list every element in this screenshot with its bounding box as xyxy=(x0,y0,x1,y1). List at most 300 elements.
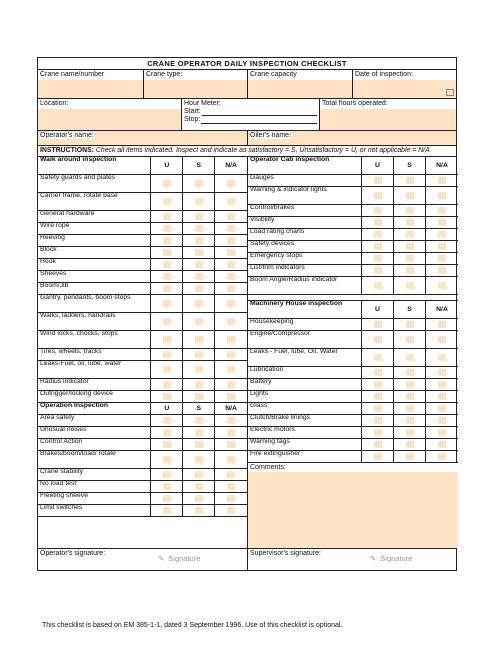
cell-u xyxy=(151,469,183,480)
checkbox-s[interactable] xyxy=(406,453,414,460)
checkbox-na[interactable] xyxy=(227,456,235,463)
checklist-row xyxy=(248,367,458,379)
checkbox-u[interactable] xyxy=(374,255,382,262)
checklist-row xyxy=(38,439,247,451)
checkbox-na[interactable] xyxy=(227,213,235,220)
checklist-item-label: List/trim indicators xyxy=(248,265,362,276)
cell-na xyxy=(426,175,458,186)
date-label: Date of inspection: xyxy=(353,70,456,80)
cell-u xyxy=(362,349,394,366)
checklist-item-label: Brakes/boom/load/ rotate xyxy=(38,451,151,468)
cell-s xyxy=(183,271,215,282)
cell-u xyxy=(362,229,394,240)
checkbox-u[interactable] xyxy=(374,429,382,436)
cell-u xyxy=(151,493,183,504)
checkbox-na[interactable] xyxy=(227,417,235,424)
cell-u xyxy=(151,439,183,450)
cell-s xyxy=(394,439,426,450)
checkbox-s[interactable] xyxy=(195,261,203,268)
cell-u xyxy=(362,175,394,186)
supervisor-signature-field[interactable] xyxy=(248,549,456,570)
checklist-row xyxy=(38,283,247,295)
cell-s xyxy=(183,331,215,348)
checkbox-s[interactable] xyxy=(195,393,203,400)
checkbox-u[interactable] xyxy=(374,381,382,388)
checklist-row xyxy=(38,469,247,481)
checkbox-na[interactable] xyxy=(438,441,446,448)
checkbox-s[interactable] xyxy=(195,441,203,448)
checkbox-na[interactable] xyxy=(438,243,446,250)
cell-s xyxy=(183,439,215,450)
cell-u xyxy=(362,415,394,426)
crane-type-field[interactable] xyxy=(144,70,248,98)
operator-signature-box[interactable] xyxy=(158,555,200,563)
checkbox-s[interactable] xyxy=(195,180,203,187)
cell-s xyxy=(394,331,426,348)
cell-na xyxy=(426,319,458,330)
operator-name-field[interactable] xyxy=(38,131,248,145)
checkbox-na[interactable] xyxy=(227,441,235,448)
checkbox-u[interactable] xyxy=(374,354,382,361)
cell-s xyxy=(394,367,426,378)
cell-u xyxy=(151,379,183,390)
checkbox-s[interactable] xyxy=(195,225,203,232)
pen-icon: ✎ xyxy=(370,553,377,563)
checkbox-s[interactable] xyxy=(195,381,203,388)
instructions xyxy=(38,146,456,157)
checklist-row xyxy=(38,427,247,439)
cell-s xyxy=(183,223,215,234)
cell-u xyxy=(362,241,394,252)
checkbox-na[interactable] xyxy=(438,381,446,388)
checkbox-u[interactable] xyxy=(374,219,382,226)
checkbox-s[interactable] xyxy=(406,405,414,412)
checkbox-u[interactable] xyxy=(163,417,171,424)
cell-s xyxy=(394,241,426,252)
date-field[interactable] xyxy=(353,70,456,98)
checkbox-na[interactable] xyxy=(227,318,235,325)
cell-na xyxy=(426,265,458,276)
checkbox-u[interactable] xyxy=(163,441,171,448)
checklist-row xyxy=(248,253,458,265)
checklist-row xyxy=(38,175,247,193)
checklist-item-label: Outrigger/locking device xyxy=(38,391,151,402)
cell-u xyxy=(151,283,183,294)
checkbox-na[interactable] xyxy=(227,507,235,514)
cell-na xyxy=(215,361,247,378)
cell-u xyxy=(151,175,183,192)
cell-s xyxy=(183,469,215,480)
col-u: U xyxy=(362,157,394,174)
checkbox-na[interactable] xyxy=(438,405,446,412)
checkbox-u[interactable] xyxy=(163,300,171,307)
checkbox-s[interactable] xyxy=(406,441,414,448)
checkbox-s[interactable] xyxy=(195,507,203,514)
cell-na xyxy=(426,331,458,348)
checkbox-na[interactable] xyxy=(227,249,235,256)
checkbox-s[interactable] xyxy=(406,381,414,388)
cell-s xyxy=(183,313,215,330)
checkbox-na[interactable] xyxy=(227,471,235,478)
col-na: N/A xyxy=(436,161,448,169)
comments-label: Comments: xyxy=(248,463,458,472)
checkbox-u[interactable] xyxy=(163,471,171,478)
cell-na xyxy=(426,349,458,366)
checkbox-na[interactable] xyxy=(227,237,235,244)
cell-s xyxy=(183,451,215,468)
cell-u xyxy=(362,439,394,450)
checkbox-u[interactable] xyxy=(374,417,382,424)
checkbox-s[interactable] xyxy=(195,318,203,325)
checkbox-u[interactable] xyxy=(374,282,382,289)
checklist-row xyxy=(38,193,247,211)
col-s: S xyxy=(394,157,426,174)
checkbox-na[interactable] xyxy=(438,429,446,436)
crane-type-label: Crane type: xyxy=(144,70,247,80)
checkbox-s[interactable] xyxy=(406,207,414,214)
cell-u xyxy=(151,505,183,516)
cell-na xyxy=(215,391,247,402)
cell-na xyxy=(215,313,247,330)
cell-s xyxy=(183,247,215,258)
checklist-item-label: Safety devices xyxy=(248,241,362,252)
checkbox-u[interactable] xyxy=(163,351,171,358)
checkbox-s[interactable] xyxy=(195,456,203,463)
cell-u xyxy=(362,217,394,228)
checkbox-na[interactable] xyxy=(227,300,235,307)
checkbox-na[interactable] xyxy=(438,255,446,262)
cell-s xyxy=(183,175,215,192)
cell-na xyxy=(426,253,458,264)
checklist-item-label: Gauges xyxy=(248,175,362,186)
checklist-row xyxy=(248,265,458,277)
cell-na xyxy=(215,505,247,516)
hour-meter-label: Hour Meter: xyxy=(184,100,221,107)
checkbox-u[interactable] xyxy=(374,441,382,448)
checklist-row xyxy=(248,277,458,295)
header-row-2 xyxy=(38,99,456,131)
checkbox-u[interactable] xyxy=(163,180,171,187)
checklist-row xyxy=(248,391,458,403)
checkbox-na[interactable] xyxy=(438,336,446,343)
checkbox-s[interactable] xyxy=(195,249,203,256)
checkbox-s[interactable] xyxy=(195,366,203,373)
cell-u xyxy=(151,211,183,222)
cell-u xyxy=(151,331,183,348)
checklist-item-label: No load test xyxy=(38,481,151,492)
cell-na xyxy=(215,247,247,258)
checkbox-na[interactable] xyxy=(227,285,235,292)
checklist-item-label: Area safety xyxy=(38,415,151,426)
checkbox-u[interactable] xyxy=(163,225,171,232)
checklist-row xyxy=(38,247,247,259)
checklist-item-label: Electric motors xyxy=(248,427,362,438)
checkbox-u[interactable] xyxy=(163,483,171,490)
checkbox-u[interactable] xyxy=(163,261,171,268)
cell-u xyxy=(362,205,394,216)
checkbox-s[interactable] xyxy=(406,192,414,199)
checkbox-na[interactable] xyxy=(227,366,235,373)
cell-u xyxy=(362,253,394,264)
checklist-row xyxy=(38,349,247,361)
checkbox-na[interactable] xyxy=(227,261,235,268)
checklist-item-label: Control Action xyxy=(38,439,151,450)
checkbox-u[interactable] xyxy=(374,243,382,250)
start-label: Start: xyxy=(184,108,201,115)
checklist-row xyxy=(38,331,247,349)
checkbox-s[interactable] xyxy=(195,351,203,358)
checkbox-s[interactable] xyxy=(195,285,203,292)
comments-box[interactable] xyxy=(248,463,458,548)
checkbox-na[interactable] xyxy=(438,354,446,361)
checkbox-s[interactable] xyxy=(406,429,414,436)
checkbox-u[interactable] xyxy=(374,192,382,199)
checkbox-na[interactable] xyxy=(227,273,235,280)
col-s: S xyxy=(183,403,215,414)
checklist-row xyxy=(248,205,458,217)
checkbox-s[interactable] xyxy=(195,300,203,307)
col-s: S xyxy=(183,157,215,174)
checkbox-s[interactable] xyxy=(406,321,414,328)
checklist-item-label: Fire extinguisher xyxy=(248,451,362,462)
checkbox-s[interactable] xyxy=(195,429,203,436)
checklist-row xyxy=(38,415,247,427)
cell-u xyxy=(362,319,394,330)
cell-u xyxy=(151,451,183,468)
checkbox-s[interactable] xyxy=(406,369,414,376)
cell-na xyxy=(426,187,458,204)
checkbox-u[interactable] xyxy=(163,507,171,514)
checklist-item-label: Limit switches xyxy=(38,505,151,516)
pen-icon: ✎ xyxy=(158,553,165,563)
stop-input[interactable] xyxy=(201,116,317,124)
checkbox-s[interactable] xyxy=(195,213,203,220)
checkbox-u[interactable] xyxy=(374,336,382,343)
cell-na xyxy=(426,427,458,438)
checklist-item-label: Control/brakes xyxy=(248,205,362,216)
checkbox-u[interactable] xyxy=(374,207,382,214)
checkbox-s[interactable] xyxy=(195,336,203,343)
left-column xyxy=(38,157,248,548)
checkbox-u[interactable] xyxy=(163,249,171,256)
checkbox-na[interactable] xyxy=(438,231,446,238)
cell-na xyxy=(215,481,247,492)
checklist-row xyxy=(38,493,247,505)
supervisor-signature-box[interactable] xyxy=(370,555,412,563)
checkbox-u[interactable] xyxy=(163,456,171,463)
checkbox-u[interactable] xyxy=(374,453,382,460)
oiler-name-label: Oiler's name: xyxy=(250,132,292,139)
checkbox-na[interactable] xyxy=(438,219,446,226)
checkbox-u[interactable] xyxy=(374,393,382,400)
cell-s xyxy=(394,379,426,390)
checklist-item-label: Engine/Compressor xyxy=(248,331,362,348)
cell-na xyxy=(215,439,247,450)
cell-na xyxy=(215,295,247,312)
checkbox-s[interactable] xyxy=(406,243,414,250)
operation-title: Operation Inspection xyxy=(38,403,151,414)
checklist-item-label: Unusual noises xyxy=(38,427,151,438)
checklist-item-label: Boom Angle/Radius indicator xyxy=(248,277,362,294)
checkbox-u[interactable] xyxy=(374,321,382,328)
checklist-row xyxy=(38,481,247,493)
total-hours-field[interactable] xyxy=(320,99,456,130)
checkbox-na[interactable] xyxy=(227,393,235,400)
checkbox-na[interactable] xyxy=(227,351,235,358)
operator-signature-field[interactable] xyxy=(38,549,248,570)
checklist-item-label: Walks, ladders, handrails xyxy=(38,313,151,330)
location-field[interactable] xyxy=(38,99,182,130)
total-hours-label: Total hours operated: xyxy=(320,99,456,109)
checkbox-s[interactable] xyxy=(406,417,414,424)
start-input[interactable] xyxy=(202,108,317,116)
checkbox-na[interactable] xyxy=(227,180,235,187)
cell-s xyxy=(394,415,426,426)
checklist-row xyxy=(38,259,247,271)
supervisor-signature-placeholder: Signature xyxy=(380,553,413,563)
checkbox-na[interactable] xyxy=(438,369,446,376)
checkbox-na[interactable] xyxy=(438,321,446,328)
cell-s xyxy=(394,391,426,402)
checkbox-na[interactable] xyxy=(438,267,446,274)
checkbox-u[interactable] xyxy=(163,495,171,502)
checkbox-s[interactable] xyxy=(195,417,203,424)
cell-u xyxy=(151,271,183,282)
checkbox-na[interactable] xyxy=(227,198,235,205)
calendar-icon[interactable] xyxy=(446,89,454,96)
walk-around-title: Walk around inspection xyxy=(38,157,151,174)
checkbox-s[interactable] xyxy=(406,282,414,289)
checklist-row xyxy=(248,379,458,391)
checkbox-s[interactable] xyxy=(406,336,414,343)
checklist-row xyxy=(248,427,458,439)
checkbox-u[interactable] xyxy=(163,429,171,436)
checkbox-na[interactable] xyxy=(227,495,235,502)
cell-na xyxy=(215,271,247,282)
checkbox-na[interactable] xyxy=(438,177,446,184)
stop-label: Stop: xyxy=(184,116,201,123)
checkbox-u[interactable] xyxy=(163,198,171,205)
cell-na xyxy=(426,217,458,228)
checkbox-s[interactable] xyxy=(406,255,414,262)
checkbox-s[interactable] xyxy=(406,219,414,226)
walk-around-header xyxy=(38,157,247,175)
checkbox-s[interactable] xyxy=(195,471,203,478)
cell-na xyxy=(215,331,247,348)
checkbox-u[interactable] xyxy=(163,336,171,343)
checkbox-na[interactable] xyxy=(227,336,235,343)
cell-u xyxy=(151,391,183,402)
checklist-item-label: Housekeeping xyxy=(248,319,362,330)
checkbox-na[interactable] xyxy=(227,483,235,490)
cell-u xyxy=(151,235,183,246)
cell-na xyxy=(426,379,458,390)
checkbox-na[interactable] xyxy=(438,207,446,214)
cell-na xyxy=(426,277,458,294)
checkbox-s[interactable] xyxy=(195,495,203,502)
checkbox-u[interactable] xyxy=(163,318,171,325)
checkbox-na[interactable] xyxy=(227,225,235,232)
cell-u xyxy=(362,277,394,294)
checkbox-u[interactable] xyxy=(163,381,171,388)
checkbox-s[interactable] xyxy=(195,483,203,490)
checkbox-u[interactable] xyxy=(374,267,382,274)
instructions-text: Check all items indicated. Inspect and indicate as satisfactory = S, Unsatisfactory = U, or not applicable = N/A xyxy=(95,147,430,154)
machinery-house-header xyxy=(248,301,458,319)
crane-name-label: Crane name/number xyxy=(38,70,143,80)
cell-s xyxy=(183,481,215,492)
checklist-item-label: Safety guards and plates xyxy=(38,175,151,192)
cell-u xyxy=(362,403,394,414)
cell-na xyxy=(215,427,247,438)
checkbox-s[interactable] xyxy=(195,237,203,244)
checklist-item-label: Leaks - Fuel, lube, Oil, Water xyxy=(248,349,362,366)
checkbox-s[interactable] xyxy=(406,177,414,184)
checkbox-na[interactable] xyxy=(438,393,446,400)
checklist-item-label: Lubrication xyxy=(248,367,362,378)
checkbox-na[interactable] xyxy=(227,429,235,436)
checkbox-u[interactable] xyxy=(374,369,382,376)
checkbox-s[interactable] xyxy=(195,198,203,205)
checkbox-s[interactable] xyxy=(406,393,414,400)
checkbox-na[interactable] xyxy=(438,192,446,199)
col-u: U xyxy=(151,157,183,174)
checkbox-na[interactable] xyxy=(227,381,235,388)
operator-cab-title: Operator Cab inspection xyxy=(248,157,362,174)
cell-s xyxy=(183,379,215,390)
cell-s xyxy=(394,427,426,438)
cell-na xyxy=(215,379,247,390)
cell-na xyxy=(426,241,458,252)
checkbox-u[interactable] xyxy=(163,285,171,292)
cell-s xyxy=(394,403,426,414)
checkbox-u[interactable] xyxy=(374,405,382,412)
cell-s xyxy=(394,187,426,204)
checkbox-na[interactable] xyxy=(438,417,446,424)
checklist-row xyxy=(248,439,458,451)
checklist-row xyxy=(38,211,247,223)
checklist-row xyxy=(38,271,247,283)
checklist-row xyxy=(38,223,247,235)
checklist-row xyxy=(38,235,247,247)
cell-u xyxy=(151,427,183,438)
checkbox-u[interactable] xyxy=(163,366,171,373)
cell-u xyxy=(362,331,394,348)
checkbox-u[interactable] xyxy=(163,213,171,220)
checkbox-u[interactable] xyxy=(163,237,171,244)
crane-name-field[interactable] xyxy=(38,70,144,98)
cell-na xyxy=(426,451,458,462)
checkbox-u[interactable] xyxy=(163,393,171,400)
cell-u xyxy=(151,361,183,378)
checkbox-s[interactable] xyxy=(195,273,203,280)
checkbox-s[interactable] xyxy=(406,231,414,238)
checkbox-u[interactable] xyxy=(374,231,382,238)
oiler-name-field[interactable] xyxy=(248,131,456,145)
checkbox-s[interactable] xyxy=(406,354,414,361)
crane-capacity-field[interactable] xyxy=(248,70,353,98)
checkbox-u[interactable] xyxy=(374,177,382,184)
cell-na xyxy=(215,175,247,192)
cell-s xyxy=(394,319,426,330)
checklist-row xyxy=(38,313,247,331)
cell-na xyxy=(426,415,458,426)
checkbox-na[interactable] xyxy=(438,453,446,460)
checkbox-s[interactable] xyxy=(406,267,414,274)
checkbox-na[interactable] xyxy=(438,282,446,289)
cell-u xyxy=(362,265,394,276)
checkbox-u[interactable] xyxy=(163,273,171,280)
